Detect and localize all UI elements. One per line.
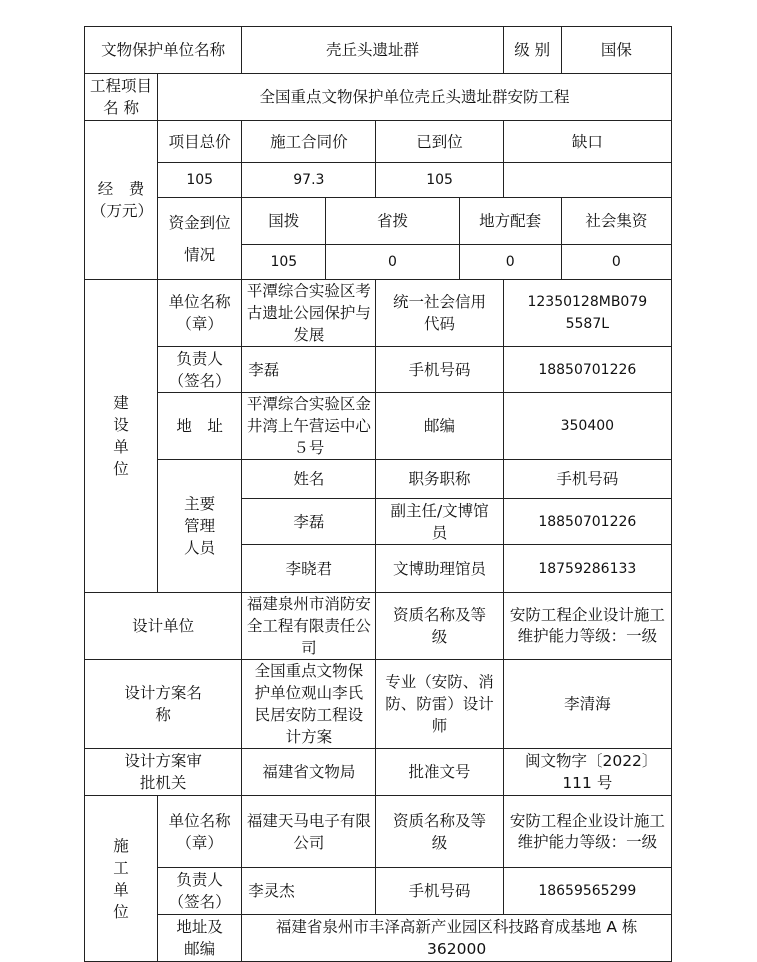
builder-unit-label: 单位名称（章）	[158, 280, 242, 347]
doc-no-value: 闽文物字〔2022〕111 号	[503, 749, 671, 796]
funding-source-value-social: 0	[561, 245, 671, 280]
funding-value-total: 105	[158, 163, 242, 198]
construction-unit-label: 单位名称（章）	[158, 796, 242, 868]
construction-qual-label: 资质名称及等级	[376, 796, 503, 868]
builder-address-value: 平潭综合实验区金井湾上午营运中心５号	[242, 393, 376, 460]
builder-section-label: 建设单位	[85, 280, 158, 593]
builder-leader-label: 负责人（签名）	[158, 347, 242, 393]
builder-postcode-value: 350400	[503, 393, 671, 460]
manager-phone: 18759286133	[503, 545, 671, 593]
funding-label: 经 费（万元）	[85, 121, 158, 280]
builder-postcode-label: 邮编	[376, 393, 503, 460]
builder-leader-value: 李磊	[242, 347, 376, 393]
design-unit-value: 福建泉州市消防安全工程有限责任公司	[242, 593, 376, 660]
funding-source-label: 资金到位情况	[158, 198, 242, 280]
construction-unit-value: 福建天马电子有限公司	[242, 796, 376, 868]
construction-leader-label: 负责人（签名）	[158, 868, 242, 915]
funding-header-gap: 缺口	[503, 121, 671, 163]
builder-address-label: 地 址	[158, 393, 242, 460]
credit-code-label: 统一社会信用代码	[376, 280, 503, 347]
construction-address-line: 福建省泉州市丰泽高新产业园区科技路育成基地 A 栋	[275, 918, 638, 936]
builder-phone-value: 18850701226	[503, 347, 671, 393]
design-unit-label: 设计单位	[85, 593, 242, 660]
unit-name-label: 文物保护单位名称	[85, 27, 242, 74]
funding-source-header-province: 省拨	[326, 198, 459, 245]
manager-name: 李晓君	[242, 545, 376, 593]
project-name-value: 全国重点文物保护单位壳丘头遗址群安防工程	[158, 74, 672, 121]
funding-source-header-social: 社会集资	[561, 198, 671, 245]
funding-source-value-national: 105	[242, 245, 326, 280]
design-approval-label: 设计方案审批机关	[85, 749, 242, 796]
design-plan-label: 设计方案名称	[85, 660, 242, 749]
funding-value-received: 105	[376, 163, 503, 198]
funding-source-header-local: 地方配套	[459, 198, 561, 245]
manager-title: 副主任/文博馆员	[376, 499, 503, 545]
managers-header-phone: 手机号码	[503, 460, 671, 499]
funding-header-contract: 施工合同价	[242, 121, 376, 163]
construction-address-label: 地址及邮编	[158, 915, 242, 962]
managers-header-name: 姓名	[242, 460, 376, 499]
funding-source-value-province: 0	[326, 245, 459, 280]
construction-leader-value: 李灵杰	[242, 868, 376, 915]
funding-source-value-local: 0	[459, 245, 561, 280]
design-plan-value: 全国重点文物保护单位观山李氏民居安防工程设计方案	[242, 660, 376, 749]
construction-phone-value: 18659565299	[503, 868, 671, 915]
designer-label: 专业（安防、消防、防雷）设计师	[376, 660, 503, 749]
designer-value: 李清海	[503, 660, 671, 749]
level-label: 级 别	[503, 27, 561, 74]
credit-code-value: 12350128MB0795587L	[503, 280, 671, 347]
design-qual-label: 资质名称及等级	[376, 593, 503, 660]
funding-source-header-national: 国拨	[242, 198, 326, 245]
funding-value-contract: 97.3	[242, 163, 376, 198]
manager-phone: 18850701226	[503, 499, 671, 545]
managers-header-title: 职务职称	[376, 460, 503, 499]
builder-unit-name: 平潭综合实验区考古遗址公园保护与发展	[242, 280, 376, 347]
construction-phone-label: 手机号码	[376, 868, 503, 915]
manager-name: 李磊	[242, 499, 376, 545]
construction-postcode: 362000	[427, 940, 487, 958]
funding-header-received: 已到位	[376, 121, 503, 163]
doc-no-label: 批准文号	[376, 749, 503, 796]
builder-phone-label: 手机号码	[376, 347, 503, 393]
manager-title: 文博助理馆员	[376, 545, 503, 593]
design-approval-value: 福建省文物局	[242, 749, 376, 796]
construction-address-value	[242, 915, 672, 962]
construction-section-label: 施工单位	[85, 796, 158, 962]
funding-value-gap	[503, 163, 671, 198]
level-value: 国保	[561, 27, 671, 74]
funding-header-total: 项目总价	[158, 121, 242, 163]
unit-name-value: 壳丘头遗址群	[242, 27, 503, 74]
construction-qual-value: 安防工程企业设计施工维护能力等级：一级	[503, 796, 671, 868]
project-info-table	[84, 26, 672, 962]
managers-label: 主要管理人员	[158, 460, 242, 593]
project-name-label: 工程项目名 称	[85, 74, 158, 121]
design-qual-value: 安防工程企业设计施工维护能力等级：一级	[503, 593, 671, 660]
